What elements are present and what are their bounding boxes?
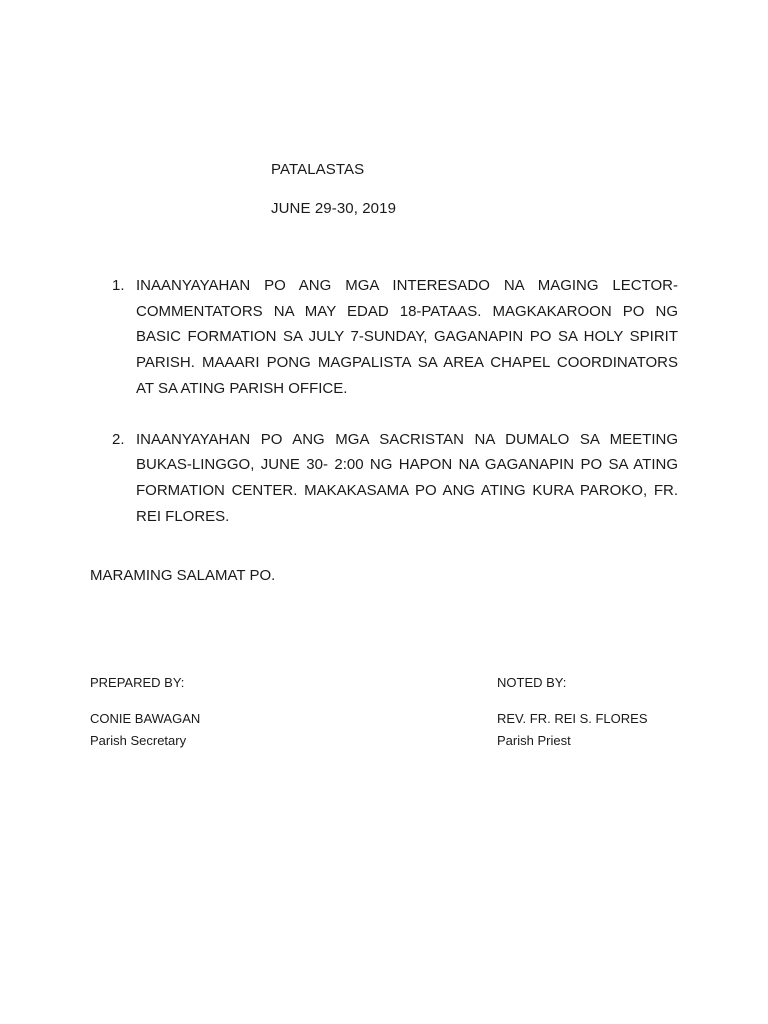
noted-by-label: NOTED BY:: [497, 675, 567, 690]
announcement-text: INAANYAYAHAN PO ANG MGA SACRISTAN NA DUMALO SA MEETING BUKAS-LINGGO, JUNE 30- 2:00 NG HAPON NA GAGANAPIN PO SA ATING FORMATION CENTER. MAKAKASAMA PO ANG ATING KURA PAROKO, FR. REI FLORES.: [136, 430, 678, 525]
announcement-item: [90, 427, 678, 530]
prepared-by-block: [90, 672, 200, 752]
noted-by-role: Parish Priest: [497, 733, 571, 748]
prepared-by-label: PREPARED BY:: [90, 675, 185, 690]
announcement-number: 2.: [112, 430, 125, 448]
noted-by-block: [497, 672, 648, 752]
announcement-number: 1.: [112, 277, 125, 294]
document-title: PATALASTAS: [271, 161, 365, 178]
noted-by-name: REV. FR. REI S. FLORES: [497, 711, 648, 726]
announcement-list: [90, 273, 678, 529]
closing-remark: MARAMING SALAMAT PO.: [90, 567, 276, 584]
prepared-by-name: CONIE BAWAGAN: [90, 711, 201, 726]
document-date: JUNE 29-30, 2019: [271, 200, 397, 217]
announcement-item: [90, 273, 678, 402]
prepared-by-role: Parish Secretary: [90, 733, 187, 748]
announcement-text: INAANYAYAHAN PO ANG MGA INTERESADO NA MAGING LECTOR-COMMENTATORS NA MAY EDAD 18-PATAAS. MAGKAKAROON PO NG BASIC FORMATION SA JULY 7-SUNDAY, GAGANAPIN PO SA HOLY SPIRIT PARISH. MAAARI PONG MAGPALISTA SA AREA CHAPEL COORDINATORS AT SA ATING PARISH OFFICE.: [136, 277, 678, 397]
